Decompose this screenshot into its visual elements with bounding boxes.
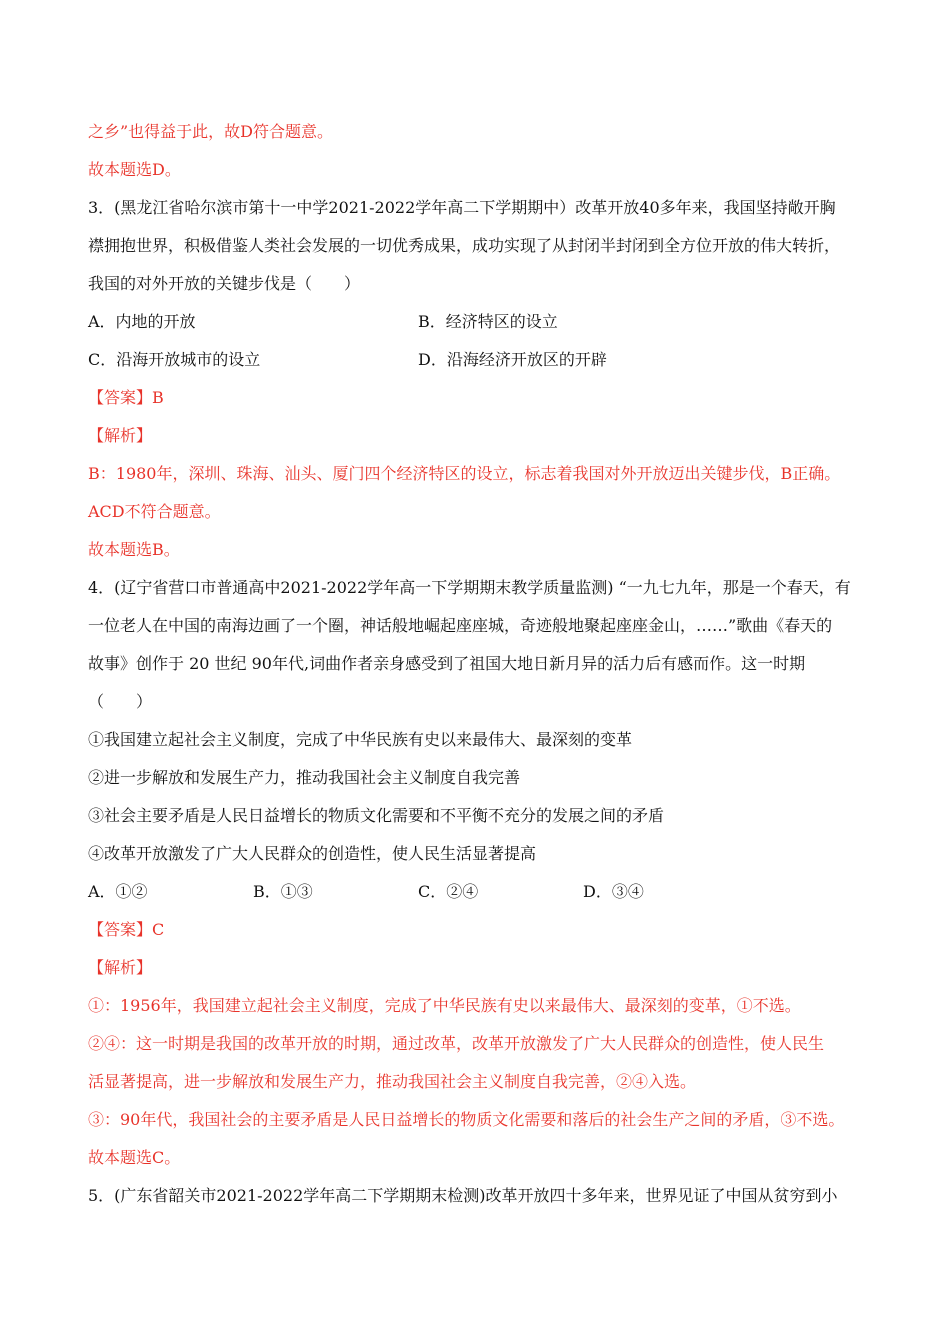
q3-analysis-heading: 【解析】 [88,426,153,445]
q3-conclusion: 故本题选B。 [88,540,180,559]
q3-answer: 【答案】B [88,388,164,407]
q4-option-d: D．③④ [583,882,644,901]
q4-stem-line-2: 一位老人在中国的南海边画了一个圈，神话般地崛起座座城，奇迹般地聚起座座金山，……”歌曲《春天的 [88,616,833,635]
q3-option-a: A．内地的开放 [88,312,196,331]
q4-stem-line-3: 故事》创作于 20 世纪 90年代,词曲作者亲身感受到了祖国大地日新月异的活力后有感而作。这一时期 [88,654,806,673]
q4-statement-3: ③社会主要矛盾是人民日益增长的物质文化需要和不平衡不充分的发展之间的矛盾 [88,806,665,825]
q4-option-b: B．①③ [253,882,313,901]
prev-explanation-line: 之乡”也得益于此，故D符合题意。 [88,122,334,141]
q4-analysis-heading: 【解析】 [88,958,153,977]
q4-conclusion: 故本题选C。 [88,1148,181,1167]
q4-explanation-line-1: ①：1956年，我国建立起社会主义制度，完成了中华民族有史以来最伟大、最深刻的变革，①不选。 [88,996,801,1015]
q3-option-d: D．沿海经济开放区的开辟 [418,350,607,369]
q3-option-b: B．经济特区的设立 [418,312,558,331]
q4-explanation-line-4: ③：90年代，我国社会的主要矛盾是人民日益增长的物质文化需要和落后的社会生产之间的矛盾，③不选。 [88,1110,845,1129]
q4-statement-2: ②进一步解放和发展生产力，推动我国社会主义制度自我完善 [88,768,521,787]
q4-statement-4: ④改革开放激发了广大人民群众的创造性，使人民生活显著提高 [88,844,537,863]
q3-stem-line-2: 襟拥抱世界，积极借鉴人类社会发展的一切优秀成果，成功实现了从封闭半封闭到全方位开放的伟大转折， [88,236,841,255]
q4-explanation-line-2: ②④：这一时期是我国的改革开放的时期，通过改革，改革开放激发了广大人民群众的创造性，使人民生 [88,1034,825,1053]
prev-conclusion-line: 故本题选D。 [88,160,181,179]
q4-option-a: A．①② [88,882,148,901]
q5-stem-line-1: 5．(广东省韶关市2021-2022学年高二下学期期末检测)改革开放四十多年来，世界见证了中国从贫穷到小 [88,1186,838,1205]
q4-statement-1: ①我国建立起社会主义制度，完成了中华民族有史以来最伟大、最深刻的变革 [88,730,633,749]
q3-stem-line-1: 3．(黑龙江省哈尔滨市第十一中学2021-2022学年高二下学期期中）改革开放40多年来，我国坚持敞开胸 [88,198,836,217]
q4-option-c: C．②④ [418,882,479,901]
q3-stem-line-3: 我国的对外开放的关键步伐是（ ） [88,274,361,293]
q4-explanation-line-3: 活显著提高，进一步解放和发展生产力，推动我国社会主义制度自我完善，②④入选。 [88,1072,697,1091]
q3-explanation-line-1: B：1980年，深圳、珠海、汕头、厦门四个经济特区的设立，标志着我国对外开放迈出关键步伐，B正确。 [88,464,841,483]
q4-stem-line-1: 4．(辽宁省营口市普通高中2021-2022学年高一下学期期末教学质量监测) “一九七九年，那是一个春天，有 [88,578,851,597]
q4-stem-line-4: （ ） [88,692,153,711]
q3-option-c: C．沿海开放城市的设立 [88,350,261,369]
q3-explanation-line-2: ACD不符合题意。 [88,502,221,521]
q4-answer: 【答案】C [88,920,165,939]
